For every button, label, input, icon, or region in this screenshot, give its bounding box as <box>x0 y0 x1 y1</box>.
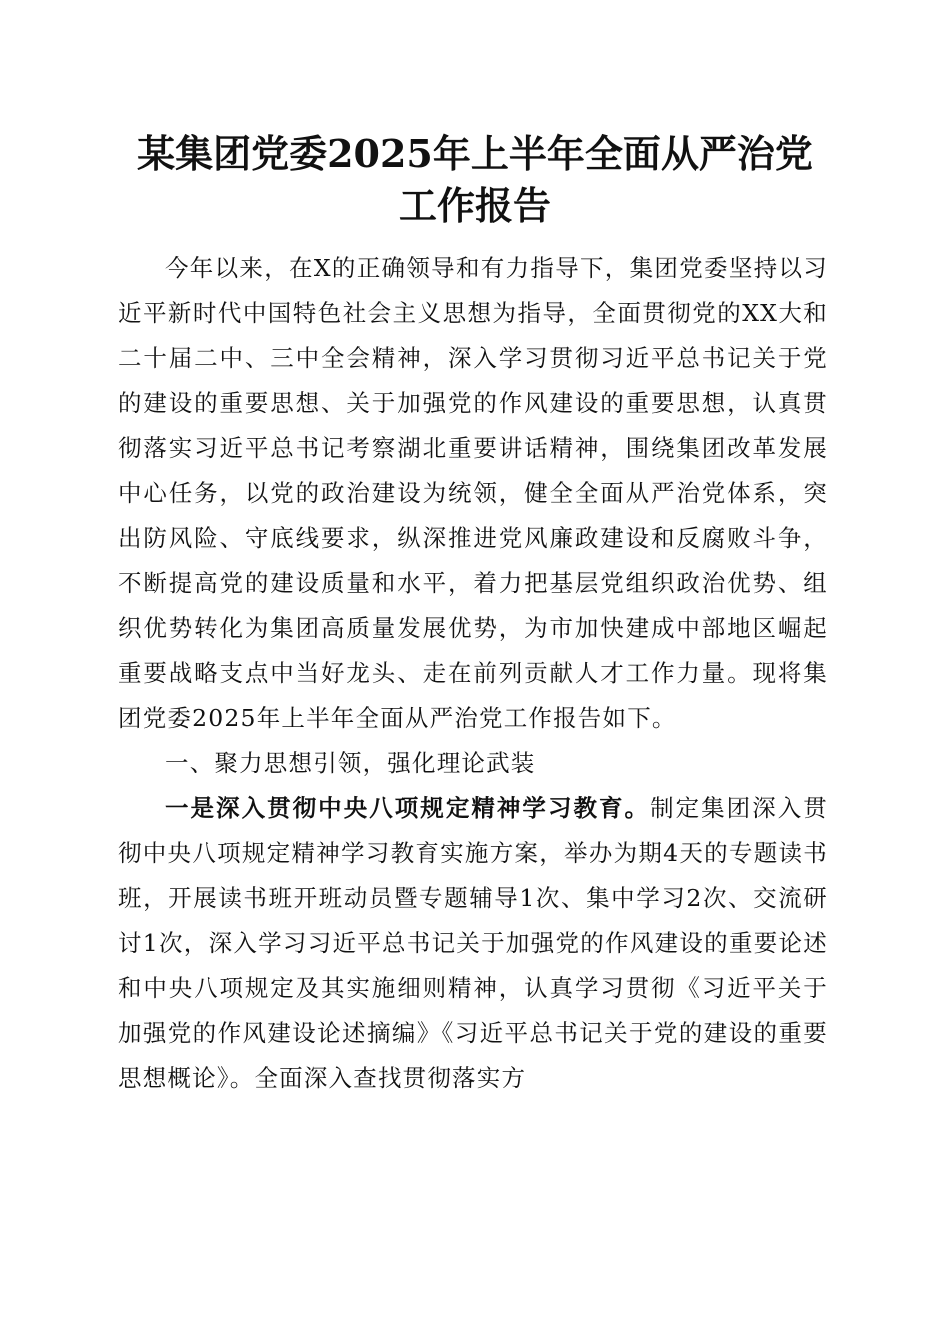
paragraph-body: 制定集团深入贯彻中央八项规定精神学习教育实施方案，举办为期4天的专题读书班，开展读书班开班动员暨专题辅导1次、集中学习2次、交流研讨1次，深入学习习近平总书记关于加强党的作风建设的重要论述和中央八项规定及其实施细则精神，认真学习贯彻《习近平关于加强党的作风建设论述摘编》《习近平总书记关于党的建设的重要思想概论》。全面深入查找贯彻落实方 <box>118 794 828 1092</box>
paragraph-lead: 一是深入贯彻中央八项规定精神学习教育。 <box>165 794 651 822</box>
document-body <box>118 246 828 1101</box>
section-paragraph <box>118 786 828 1101</box>
section-heading: 一、聚力思想引领，强化理论武装 <box>165 749 536 777</box>
intro-paragraph: 今年以来，在X的正确领导和有力指导下，集团党委坚持以习近平新时代中国特色社会主义思想为指导，全面贯彻党的XX大和二十届二中、三中全会精神，深入学习贯彻习近平总书记关于党的建设的重要思想、关于加强党的作风建设的重要思想，认真贯彻落实习近平总书记考察湖北重要讲话精神，围绕集团改革发展中心任务，以党的政治建设为统领，健全全面从严治党体系，突出防风险、守底线要求，纵深推进党风廉政建设和反腐败斗争，不断提高党的建设质量和水平，着力把基层党组织政治优势、组织优势转化为集团高质量发展优势，为市加快建成中部地区崛起重要战略支点中当好龙头、走在前列贡献人才工作力量。现将集团党委2025年上半年全面从严治党工作报告如下。 <box>118 254 828 732</box>
document-title: 某集团党委2025年上半年全面从严治党工作报告 <box>137 131 813 228</box>
